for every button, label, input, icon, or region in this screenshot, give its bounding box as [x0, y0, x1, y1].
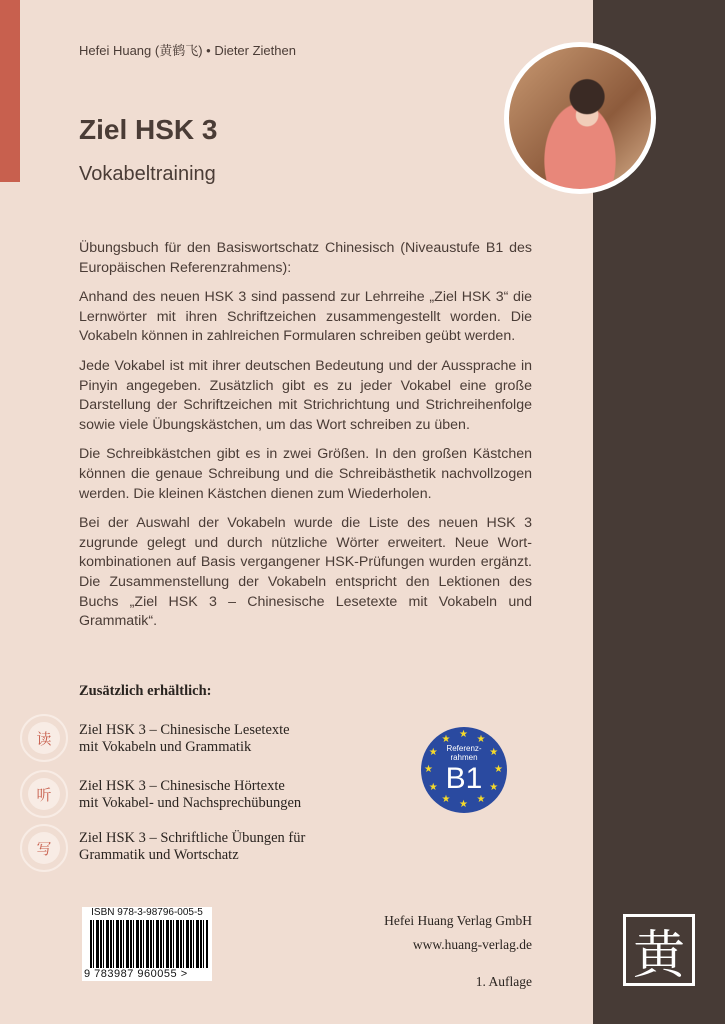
book-title: Ziel HSK 3 — [79, 114, 218, 145]
star-icon: ★ — [476, 733, 486, 745]
barcode — [82, 907, 212, 981]
read-char: 读 — [28, 722, 60, 754]
write-icon — [20, 824, 68, 872]
item-line: mit Vokabel- und Nachsprechübungen — [79, 795, 302, 811]
item-line: mit Vokabeln und Grammatik — [79, 739, 252, 755]
listen-icon — [20, 770, 68, 818]
isbn: ISBN 978-3-98796-005-5 — [91, 907, 203, 918]
paragraph: Übungsbuch für den Basiswortschatz Chinesisch (Niveaustufe B1 des Europäischen Referenzrahmens): — [79, 240, 532, 276]
star-icon: ★ — [428, 746, 438, 758]
star-icon: ★ — [489, 781, 499, 793]
badge-level: B1 — [445, 762, 483, 795]
list-item — [79, 778, 301, 812]
paragraph: Bei der Auswahl der Vokabeln wurde die Liste des neuen HSK 3 zugrunde gelegt und durch nützliche Wörter erweitert. Neue Wortkombinationen auf Basis vergangener HSK-Prüfungen wurden ergänzt. Die Zusammenstellung der Vokabeln entspricht den Lektionen des Buchs „Ziel HSK 3 – Chinesische Lesetexte mit Vokabeln und Grammatik“. — [79, 515, 532, 630]
description — [79, 239, 532, 642]
badge-small-text: Referenz- rahmen — [446, 744, 482, 762]
item-line: Ziel HSK 3 – Chinesische Hörtexte — [79, 778, 285, 794]
available-heading: Zusätzlich erhältlich: — [79, 683, 212, 699]
item-line: Ziel HSK 3 – Chinesische Lesetexte — [79, 722, 290, 738]
publisher-name: Hefei Huang Verlag GmbH — [384, 913, 532, 928]
red-accent-tab — [0, 0, 20, 182]
star-icon: ★ — [441, 733, 451, 745]
list-item — [79, 830, 305, 864]
item-line: Grammatik und Wortschatz — [79, 847, 239, 863]
edition: 1. Auflage — [475, 974, 532, 989]
star-icon: ★ — [489, 746, 499, 758]
barcode-bars — [90, 920, 208, 970]
item-line: Ziel HSK 3 – Schriftliche Übungen für — [79, 830, 306, 846]
star-icon: ★ — [459, 729, 468, 740]
star-icon: ★ — [494, 764, 503, 775]
star-icon: ★ — [428, 781, 438, 793]
star-icon: ★ — [459, 799, 468, 810]
b1-reference-badge — [421, 727, 507, 813]
publisher-logo: 黄 — [623, 914, 695, 986]
star-icon: ★ — [476, 794, 486, 806]
read-icon — [20, 714, 68, 762]
paragraph: Jede Vokabel ist mit ihrer deutschen Bedeutung und der Aussprache in Pinyin angegeben. Zusätzlich gibt es zu jeder Vokabel eine große Darstellung der Schriftzeichen mit Strichrichtung und Strichreihenfolge sowie viele Übungskästchen, um das Wort schreiben zu üben. — [79, 357, 532, 433]
authors: Hefei Huang (黄鹤飞) • Dieter Ziethen — [79, 43, 296, 58]
list-item — [79, 722, 290, 756]
paragraph: Anhand des neuen HSK 3 sind passend zur Lehrreihe „Ziel HSK 3“ die Lernwörter mit ihren Schriftzeichen zusammengestellt worden. Die Vokabeln können in zahlreichen Formularen schreiben geübt werden. — [79, 289, 532, 345]
paragraph: Die Schreibkästchen gibt es in zwei Größen. In den großen Kästchen können die genaue Schreibung und die Schreibästhetik nachvollzogen werden. Die kleinen Kästchen dienen zum Wiederholen. — [79, 446, 532, 502]
author-photo — [504, 42, 656, 194]
book-subtitle: Vokabeltraining — [79, 163, 216, 185]
star-icon: ★ — [424, 764, 433, 775]
write-char: 写 — [28, 832, 60, 864]
star-icon: ★ — [441, 794, 451, 806]
barcode-digits: 9 783987 960055 > — [82, 968, 212, 980]
listen-char: 听 — [28, 778, 60, 810]
publisher-url[interactable]: www.huang-verlag.de — [412, 937, 532, 952]
